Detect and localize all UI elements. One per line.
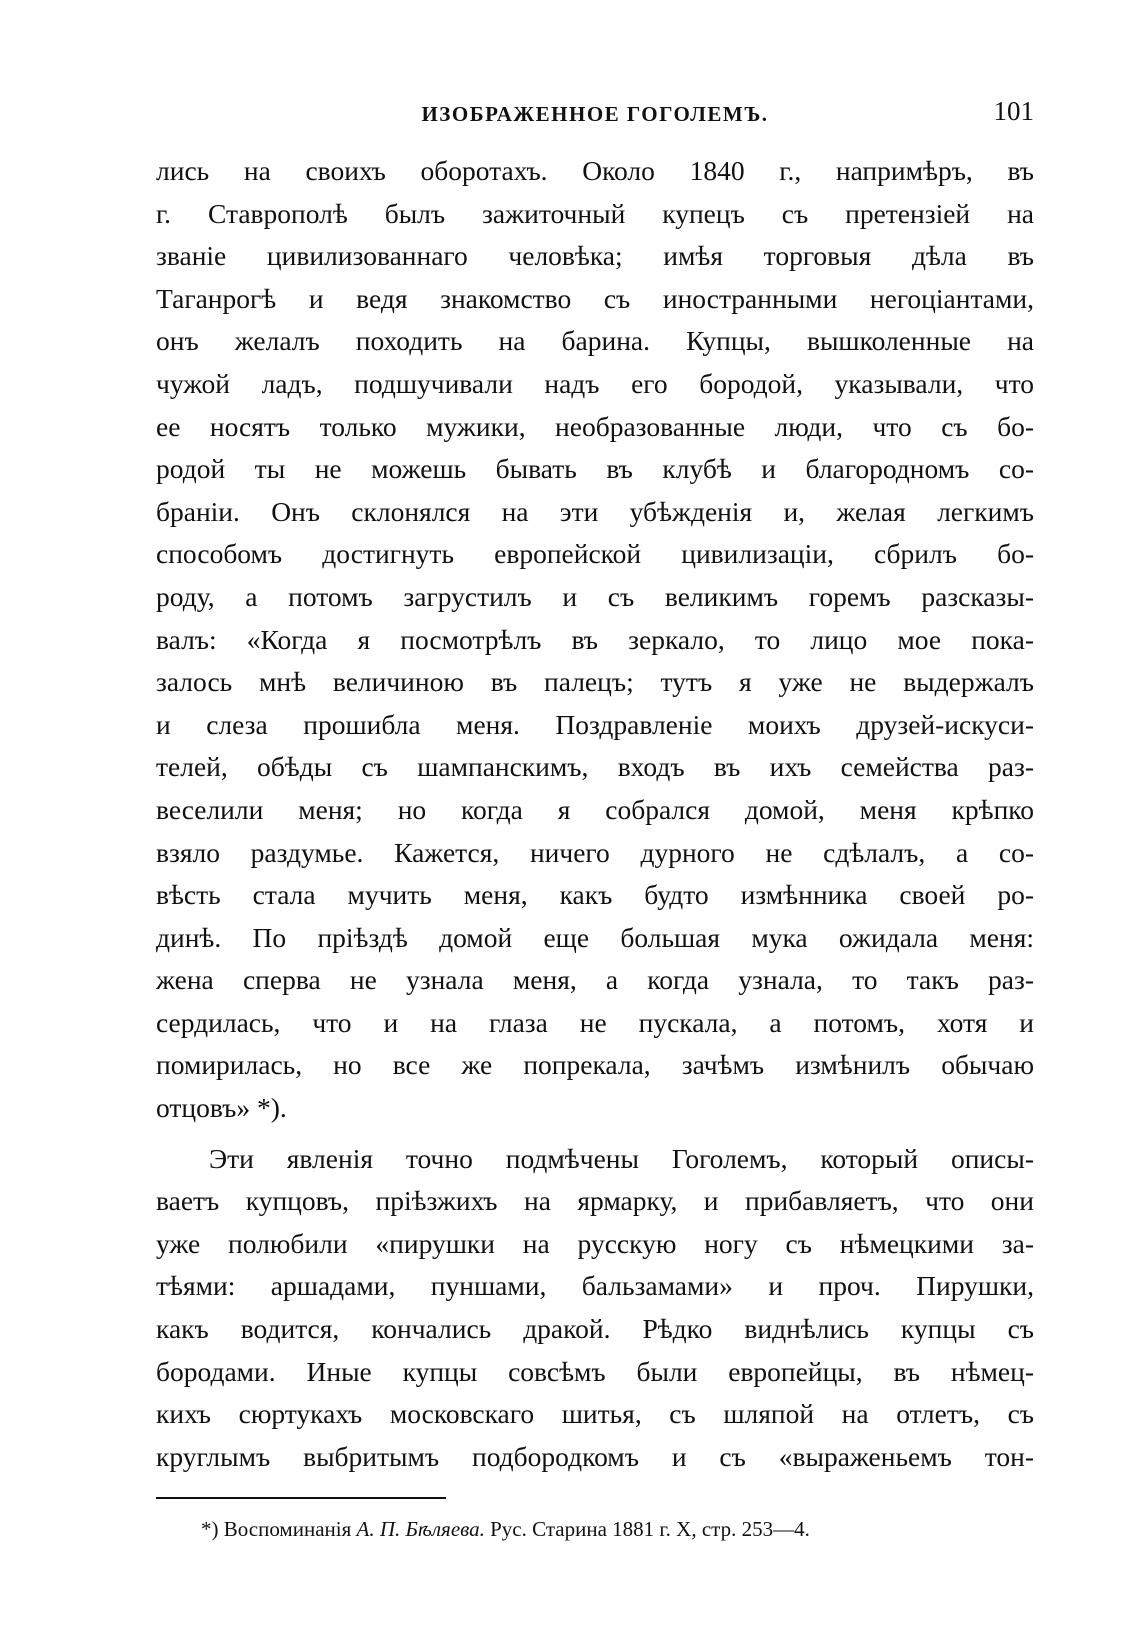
paragraph-1 bbox=[156, 150, 1034, 1130]
footnote-source: Рус. Старина 1881 г. X, стр. 253—4. bbox=[484, 1517, 810, 1541]
text-line: способомъ достигнуть европейской цивилизаціи, сбрилъ бо- bbox=[156, 538, 1034, 570]
text-line: родой ты не можешь бывать въ клубѣ и благородномъ со- bbox=[156, 453, 1034, 485]
text-line: отцовъ» *). bbox=[156, 1092, 287, 1124]
text-line: уже полюбили «пирушки на русскую ногу съ нѣмецкими за- bbox=[156, 1227, 1034, 1259]
text-line: браніи. Онъ склонялся на эти убѣжденія и, желая легкимъ bbox=[156, 495, 1034, 527]
text-line: бородами. Иные купцы совсѣмъ были европейцы, въ нѣмец- bbox=[156, 1355, 1034, 1387]
paragraph-2 bbox=[156, 1138, 1034, 1479]
text-line: г. Ставрополѣ былъ зажиточный купецъ съ претензіей на bbox=[156, 197, 1034, 229]
text-line: веселили меня; но когда я собрался домой, меня крѣпко bbox=[156, 793, 1034, 825]
footnote-author: А. П. Бѣляева. bbox=[356, 1517, 485, 1541]
text-line: ее носятъ только мужики, необразованные люди, что съ бо- bbox=[156, 410, 1034, 442]
running-title: ИЗОБРАЖЕННОЕ ГОГОЛЕМЪ. bbox=[421, 102, 769, 126]
text-line: телей, обѣды съ шампанскимъ, входъ въ ихъ семейства раз- bbox=[156, 751, 1034, 783]
text-line: лись на своихъ оборотахъ. Около 1840 г., напримѣръ, въ bbox=[156, 155, 1034, 186]
text-line: залось мнѣ величиною въ палецъ; тутъ я уже не выдержалъ bbox=[156, 666, 1034, 698]
text-line: и слеза прошибла меня. Поздравленіе моихъ друзей-искуси- bbox=[156, 708, 1034, 740]
paragraph-gap bbox=[156, 1130, 1034, 1138]
main-text bbox=[156, 150, 1034, 1478]
page-number: 101 bbox=[993, 96, 1034, 126]
text-line: Эти явленія точно подмѣчены Гоголемъ, который описы- bbox=[209, 1142, 1034, 1174]
text-line: роду, а потомъ загрустилъ и съ великимъ горемъ разсказы- bbox=[156, 580, 1034, 612]
text-line: ваетъ купцовъ, пріѣзжихъ на ярмарку, и прибавляетъ, что они bbox=[156, 1185, 1034, 1217]
text-line: жена сперва не узнала меня, а когда узнала, то такъ раз- bbox=[156, 964, 1034, 996]
text-line: сердилась, что и на глаза не пускала, а потомъ, хотя и bbox=[156, 1006, 1034, 1038]
text-line: круглымъ выбритымъ подбородкомъ и съ «выраженьемъ тон- bbox=[156, 1440, 1034, 1472]
text-line: онъ желалъ походить на барина. Купцы, вышколенные на bbox=[156, 325, 1034, 357]
footnote bbox=[201, 1517, 810, 1542]
footnote-marker: *) Воспоминанія bbox=[201, 1517, 357, 1541]
text-line: помирилась, но все же попрекала, зачѣмъ измѣнилъ обычаю bbox=[156, 1049, 1034, 1081]
text-line: валъ: «Когда я посмотрѣлъ въ зеркало, то лицо мое пока- bbox=[156, 623, 1034, 655]
text-line: Таганрогѣ и ведя знакомство съ иностранными негоціантами, bbox=[156, 282, 1034, 314]
text-line: чужой ладъ, подшучивали надъ его бородой, указывали, что bbox=[156, 367, 1034, 399]
text-line: званіе цивилизованнаго человѣка; имѣя торговыя дѣла въ bbox=[156, 240, 1034, 272]
text-line: тѣями: аршадами, пуншами, бальзамами» и проч. Пирушки, bbox=[156, 1270, 1034, 1302]
text-line: кихъ сюртукахъ московскаго шитья, съ шляпой на отлетъ, съ bbox=[156, 1398, 1034, 1430]
running-head bbox=[156, 96, 1034, 130]
text-line: вѣсть стала мучить меня, какъ будто измѣнника своей ро- bbox=[156, 879, 1034, 911]
text-line: динѣ. По пріѣздѣ домой еще большая мука ожидала меня: bbox=[156, 921, 1034, 953]
text-line: взяло раздумье. Кажется, ничего дурного не сдѣлалъ, а со- bbox=[156, 836, 1034, 868]
text-line: какъ водится, кончались дракой. Рѣдко виднѣлись купцы съ bbox=[156, 1313, 1034, 1345]
footnote-divider bbox=[156, 1497, 446, 1499]
